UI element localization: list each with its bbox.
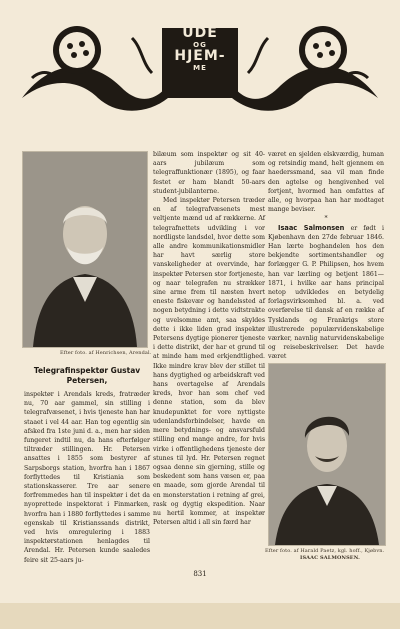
middle-paragraph-2: Med inspektør Petersen træder en af telegrafvæsenets mest veltjente mænd ud af rækkerne. Af telegrafnettets udvikling i vor nordligste landsdel, hvor dette som alle andre kommunikationsmidler har havt særlig store vanskeligheder at overvinde, har inspektør Petersen stor fortjeneste, og naar telegrafen nu strækker sine arme frem til næsten hvert eneste fiskevær og handelssted af nogen betydning i dette vidtstrakte og uvelsomme amt, saa skyldes dette i ikke liden grad inspektør Petersens dygtige pionerer tjeneste i dette distrikt, der har et grund til at minde ham med erkjendtlighed. Ikke mindre krav blev der stillet til hans dygtighed og arbeidskraft ved hans overtagelse af Arendals kreds, hvor han som chef ved denne station, som da blev knudepunktet for vore nyttigste udenlandsforbindelser, havde en mere betydnings- og ansvarsfuld stilling end mange andre, for hvis virke i offentlighedens tjeneste der stunes til lyd. Hr. Petersen regnet ogsaa denne sin gjerning, stille og beskedent som hans væsen er, paa en maade, som gjorde Arendal til en monsterstation i retning af grei, rask og dygtig ekspedition. Naar nu hertil kommer, at inspektør Petersen altid i all sin færd har xyxy=(153,197,265,527)
portrait-photo-salmonsen xyxy=(268,363,386,546)
page-bottom-strip xyxy=(0,603,400,629)
photo1-caption: Efter foto. af Henrichsen, Arendal. xyxy=(60,350,152,356)
right-paragraph-2 xyxy=(268,224,384,362)
page-number: 831 xyxy=(193,570,207,578)
article-heading-salmonsen: Isaac Salmonsen xyxy=(278,223,345,232)
left-column-text xyxy=(24,390,150,565)
article-heading-petersen: Telegrafinspektør Gustav Petersen, xyxy=(33,366,141,385)
middle-column-text xyxy=(153,150,265,527)
title-line3: HJEM- xyxy=(174,48,226,64)
magazine-title xyxy=(158,26,242,72)
right-column-text xyxy=(268,150,384,362)
middle-paragraph-1: bilæum som inspektør og sit 40-aars jubilæum som telegraffunktionær (1895), og faar festet er ham blandt 50-aars student-jubilanterne. xyxy=(153,151,265,195)
title-line4: ME xyxy=(193,64,207,72)
salmonsen-bio: er født i Kjøbenhavn den 27de februar 1846. Han lærte boghandelen hos den bekjendte sortimentshandler og forlægger G. P. Philipsen, hos hvem han var lærling og betjent 1861—1871, i hvilke aar hans principal netop udvikledes en betydelig forlagsvirksomhed bl. a. ved overførelse til dansk af en række af Tysklands og Frankrigs store illustrerede populærvidenskabelige værker, navnlig naturvidenskabelige og reisebeskrivelser. Det havde været xyxy=(268,224,385,361)
right-paragraph-1: været en sjelden elskværdig, human og retsindig mand, helt gjennem en haederssmand, saa vil man finde den agtelse og hengivenhed vel fortjent, hvormed han omfattes af alle, og hvorpaa han har modtaget mange beviser. xyxy=(268,151,384,214)
title-line1: UDE xyxy=(182,25,218,41)
left-column-paragraph: inspektør i Arendals kreds, fratræder nu, 70 aar gammel, sin stilling i telegrafvæsenet, i hvis tjeneste han har staaet i vel 44 aar. Han tog egentlig sin afsked fra 1ste juni d. a., men har siden fungeret indtil nu, da hans efterfølger tiltræder stillingen. Hr. Petersen ansattes i 1855 som bestyrer af Sarpsborgs station, hvorfra han i 1867 forflyttedes til Kristiania som stationskasserer. Tre aar senere forfremmedes han til inspektør i det da nyoprettede inspektorat i Finmarken, hvorfra han i 1880 forflyttedes i samme egenskab til Kristianssands distrikt, ved hvis omregulering i 1883 inspektørstationen henlagdes til Arendal. Hr. Petersen kunde saaledes feire sit 25-aars ju- xyxy=(24,391,150,564)
section-separator-star: * xyxy=(324,215,328,223)
photo2-caption: Efter foto. af Harald Paetz, kgl. hoff., Kjøbvn. xyxy=(265,548,385,554)
title-line2: OG xyxy=(193,41,207,49)
photo2-name: ISAAC SALMONSEN. xyxy=(300,555,360,561)
portrait-photo-petersen xyxy=(22,151,148,348)
